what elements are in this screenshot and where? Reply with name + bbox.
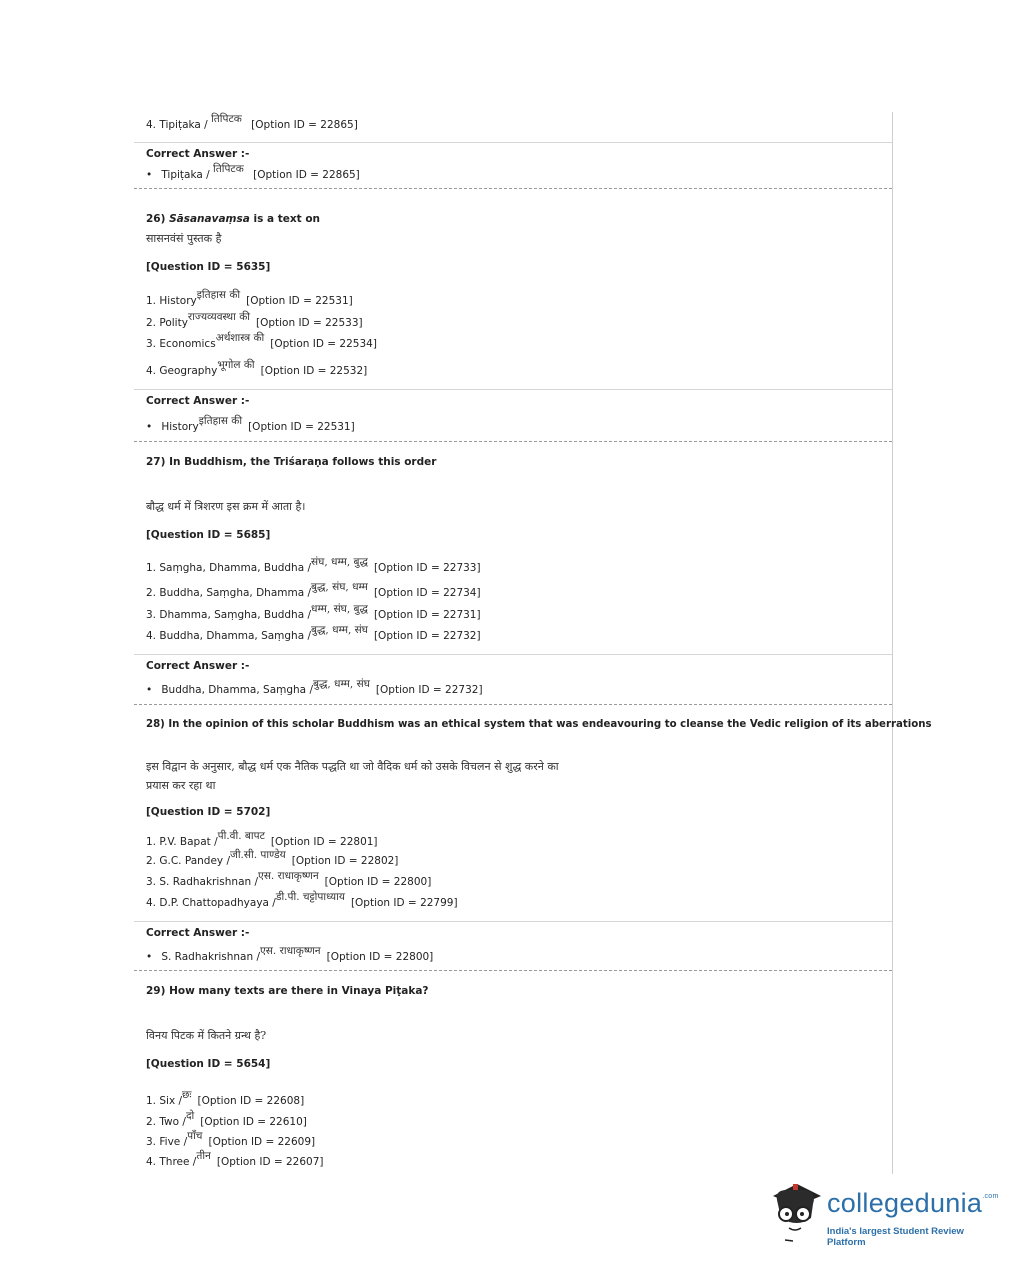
q27-option-4: 4. Buddha, Dhamma, Saṃgha /बुद्ध, धम्म, संघ [Option ID = 22732] — [146, 624, 481, 642]
q28-option-1: 1. P.V. Bapat /पी.वी. बापट [Option ID = 22801] — [146, 830, 378, 848]
q26-hindi: सासनवंसं पुस्तक है — [146, 232, 222, 245]
q26-option-4: 4. Geographyभूगोल की [Option ID = 22532] — [146, 359, 368, 377]
q28-option-2: 2. G.C. Pandey /जी.सी. पाण्डेय [Option ID = 22802] — [146, 849, 399, 867]
q26-correct-answer: • Historyइतिहास की [Option ID = 22531] — [146, 415, 355, 433]
logo-com: .com — [982, 1193, 999, 1200]
question-paper — [134, 112, 932, 1174]
q29-hindi: विनय पिटक में कितने ग्रन्थ है? — [146, 1029, 267, 1042]
q28-question-id: [Question ID = 5702] — [146, 806, 271, 818]
logo-name: collegedunia — [827, 1188, 983, 1218]
q27-hindi: बौद्ध धर्म में त्रिशरण इस क्रम में आता है। — [146, 500, 306, 513]
q29-option-3: 3. Five /पाँच [Option ID = 22609] — [146, 1130, 316, 1148]
q27-correct-label: Correct Answer :- — [146, 660, 250, 672]
q25-correct-answer: • Tipiṭaka / तिपिटक [Option ID = 22865] — [146, 163, 360, 181]
q29-option-2: 2. Two /दो [Option ID = 22610] — [146, 1110, 307, 1128]
q27-option-1: 1. Saṃgha, Dhamma, Buddha /संघ, धम्म, बुद्ध [Option ID = 22733] — [146, 556, 481, 574]
q28-title: 28) In the opinion of this scholar Buddhism was an ethical system that was endeavouring to cleanse the Vedic religion of its aberrations — [146, 719, 932, 730]
q29-option-1: 1. Six /छः [Option ID = 22608] — [146, 1089, 305, 1107]
q25-correct-label: Correct Answer :- — [146, 148, 250, 160]
q26-correct-label: Correct Answer :- — [146, 395, 250, 407]
mascot-icon — [767, 1178, 825, 1244]
q28-option-4: 4. D.P. Chattopadhyaya /डी.पी. चट्टोपाध्याय [Option ID = 22799] — [146, 891, 458, 909]
q27-option-2: 2. Buddha, Saṃgha, Dhamma /बुद्ध, संघ, धम्म [Option ID = 22734] — [146, 581, 481, 599]
q29-title: 29) How many texts are there in Vinaya Piṭaka? — [146, 985, 429, 997]
q27-title: 27) In Buddhism, the Triśaraṇa follows this order — [146, 456, 437, 468]
q26-option-3: 3. Economicsअर्थशास्त्र की [Option ID = 22534] — [146, 332, 377, 350]
q26-option-1: 1. Historyइतिहास की [Option ID = 22531] — [146, 289, 353, 307]
q25-option-4: 4. Tipiṭaka / तिपिटक [Option ID = 22865] — [146, 113, 358, 131]
q26-title: 26) Sāsanavaṃsa is a text on — [146, 213, 321, 225]
q26-question-id: [Question ID = 5635] — [146, 261, 271, 273]
q27-correct-answer: • Buddha, Dhamma, Saṃgha /बुद्ध, धम्म, संघ [Option ID = 22732] — [146, 678, 483, 696]
q28-hindi-line-2: प्रयास कर रहा था — [146, 779, 216, 792]
q29-option-4: 4. Three /तीन [Option ID = 22607] — [146, 1150, 324, 1168]
logo-tagline: India's largest Student Review Platform — [827, 1226, 964, 1248]
q26-option-2: 2. Polityराज्यव्यवस्था की [Option ID = 22533] — [146, 311, 363, 329]
q27-question-id: [Question ID = 5685] — [146, 529, 271, 541]
collegedunia-logo[interactable] — [767, 1178, 997, 1248]
q28-correct-answer: • S. Radhakrishnan /एस. राधाकृष्णन [Option ID = 22800] — [146, 945, 434, 963]
q28-option-3: 3. S. Radhakrishnan /एस. राधाकृष्णन [Option ID = 22800] — [146, 870, 432, 888]
q27-option-3: 3. Dhamma, Saṃgha, Buddha /धम्म, संघ, बुद्ध [Option ID = 22731] — [146, 603, 481, 621]
q28-correct-label: Correct Answer :- — [146, 927, 250, 939]
q28-hindi-line-1: इस विद्वान के अनुसार, बौद्ध धर्म एक नैतिक पद्धति था जो वैदिक धर्म को उसके विचलन से शुद्ध करने का — [146, 760, 559, 773]
q29-question-id: [Question ID = 5654] — [146, 1058, 271, 1070]
